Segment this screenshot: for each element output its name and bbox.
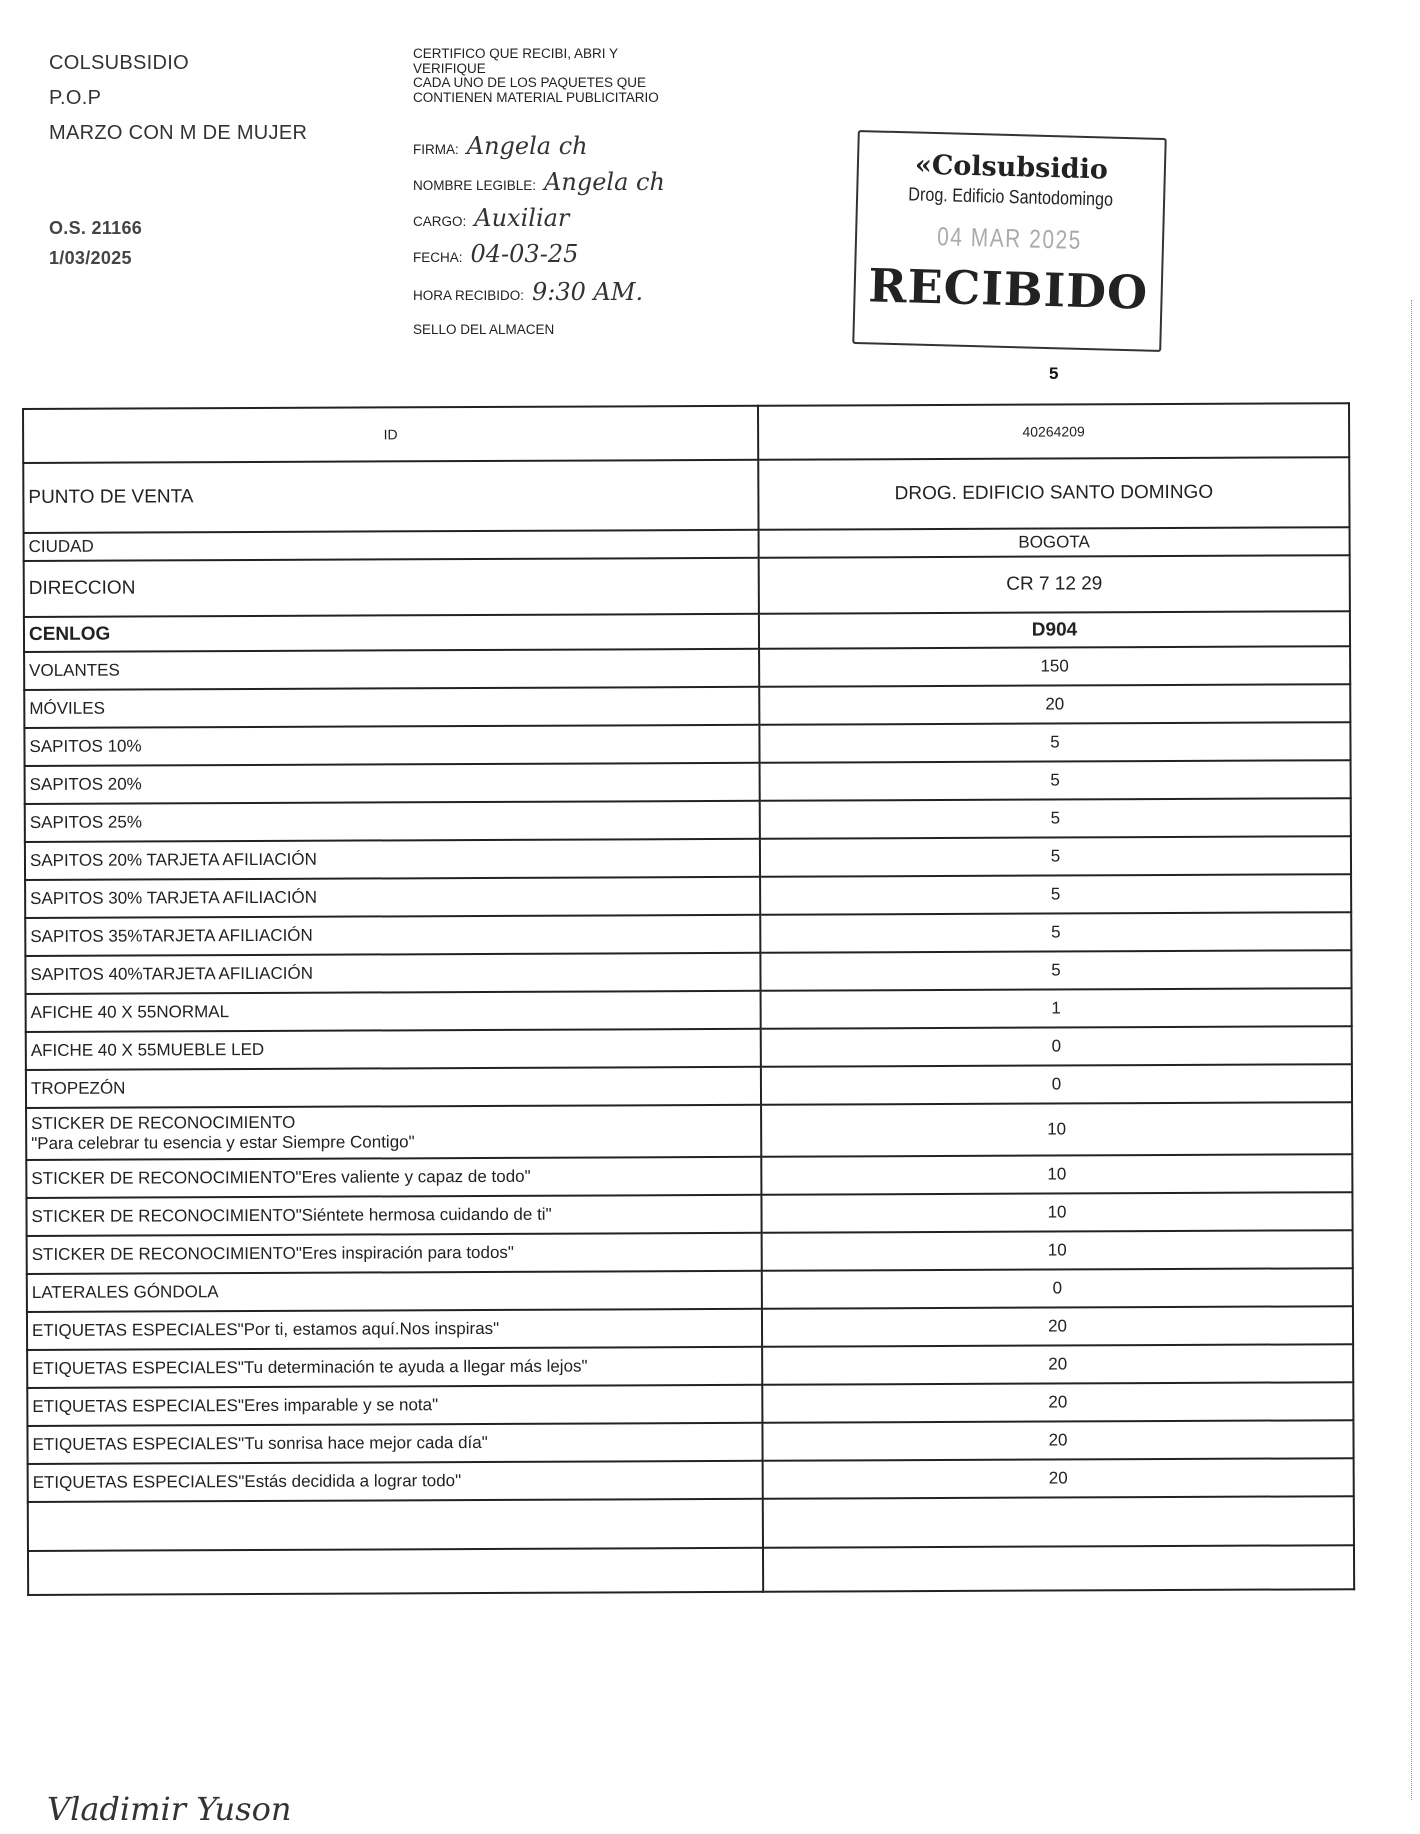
table-row	[24, 684, 1350, 728]
row-label: SAPITOS 35%TARJETA AFILIACIÓN	[30, 925, 313, 946]
cargo-label: CARGO:	[413, 214, 467, 229]
stamp-status: RECIBIDO	[867, 258, 1149, 320]
hora-field	[413, 278, 643, 306]
row-value: 20	[762, 1382, 1353, 1423]
hora-value: 9:30 AM.	[532, 278, 644, 306]
row-value: 20	[762, 1420, 1353, 1461]
campaign-name: MARZO CON M DE MUJER	[49, 122, 308, 144]
row-label-cell	[27, 1423, 762, 1464]
row-label: AFICHE 40 X 55MUEBLE LED	[30, 1039, 265, 1060]
row-value: DROG. EDIFICIO SANTO DOMINGO	[758, 457, 1349, 530]
firma-signature: Angela ch	[466, 132, 588, 160]
row-label: STICKER DE RECONOCIMIENTO	[31, 1112, 296, 1133]
fecha-value: 04-03-25	[470, 240, 579, 268]
row-value: CR 7 12 29	[759, 555, 1350, 614]
row-value: 0	[762, 1268, 1353, 1309]
table-row	[25, 950, 1351, 994]
row-value: 5	[760, 798, 1351, 839]
row-label-cell	[26, 1157, 761, 1198]
page-number: 5	[1049, 364, 1059, 383]
row-label-cell	[28, 1461, 763, 1502]
row-label-cell	[26, 1067, 761, 1108]
table-row	[26, 1102, 1352, 1160]
nombre-label: NOMBRE LEGIBLE:	[413, 178, 537, 193]
row-label-cell	[25, 763, 760, 804]
table-row	[24, 646, 1350, 690]
row-value: 1	[761, 988, 1352, 1029]
empty-cell	[28, 1548, 763, 1595]
row-label-cell	[25, 953, 760, 994]
empty-row	[28, 1545, 1354, 1595]
row-label-cell	[26, 1029, 761, 1070]
row-label: AFICHE 40 X 55NORMAL	[30, 1002, 230, 1022]
table-row	[27, 1382, 1353, 1426]
row-label-cell	[27, 1309, 762, 1350]
row-value: 0	[761, 1026, 1352, 1067]
row-label: ID	[383, 426, 398, 443]
table-row	[27, 1268, 1353, 1312]
document-type: P.O.P	[49, 87, 102, 109]
fecha-label: FECHA:	[413, 250, 463, 265]
stamp-location: Drog. Edificio Santodomingo	[908, 184, 1114, 211]
row-label: SAPITOS 10%	[29, 736, 142, 756]
row-value: 5	[760, 912, 1351, 953]
hora-label: HORA RECIBIDO:	[413, 288, 525, 303]
scan-edge	[1411, 300, 1414, 1800]
row-label-cell	[25, 839, 760, 880]
row-label-cell	[23, 406, 758, 463]
row-value: 5	[759, 722, 1350, 763]
row-label: STICKER DE RECONOCIMIENTO"Eres valiente y capaz de todo"	[31, 1166, 531, 1188]
row-value: D904	[759, 611, 1350, 649]
row-label-cell	[27, 1347, 762, 1388]
row-value: 5	[760, 836, 1351, 877]
row-value: 20	[759, 684, 1350, 725]
row-label: SAPITOS 25%	[29, 812, 142, 832]
firma-label: FIRMA:	[413, 142, 459, 157]
company-name: COLSUBSIDIO	[49, 52, 189, 74]
sello-label: SELLO DEL ALMACEN	[413, 322, 555, 337]
row-value: 20	[762, 1306, 1353, 1347]
row-label: ETIQUETAS ESPECIALES"Tu determinación te ayuda a llegar más lejos"	[32, 1356, 588, 1378]
empty-cell	[763, 1496, 1354, 1548]
row-value: 5	[760, 950, 1351, 991]
row-label: ETIQUETAS ESPECIALES"Tu sonrisa hace mejor cada día"	[32, 1432, 488, 1454]
row-value: 150	[759, 646, 1350, 687]
firma-field	[413, 132, 588, 160]
row-label-cell	[27, 1385, 762, 1426]
table-row	[27, 1344, 1353, 1388]
document-header	[49, 46, 307, 273]
table-row	[25, 798, 1351, 842]
row-label: DIRECCION	[28, 577, 136, 599]
cert-line: CADA UNO DE LOS PAQUETES QUE	[413, 75, 647, 90]
row-value: 10	[762, 1230, 1353, 1271]
table-row	[26, 1192, 1352, 1236]
table-row	[26, 1026, 1352, 1070]
table-row	[26, 1154, 1352, 1198]
row-label-cell	[25, 877, 760, 918]
cert-line: VERIFIQUE	[413, 60, 486, 76]
empty-cell	[763, 1545, 1354, 1592]
row-label-cell	[26, 1195, 761, 1236]
empty-cell	[28, 1499, 763, 1551]
table-row	[24, 611, 1350, 652]
table-row	[27, 1420, 1353, 1464]
row-label-cell	[24, 614, 759, 652]
row-label: STICKER DE RECONOCIMIENTO"Siéntete hermosa cuidando de ti"	[31, 1204, 552, 1226]
material-table	[22, 402, 1355, 1596]
row-label-cell	[24, 649, 759, 690]
empty-row	[28, 1496, 1354, 1551]
row-label-cell	[27, 1233, 762, 1274]
table-row	[25, 874, 1351, 918]
row-label: TROPEZÓN	[30, 1078, 126, 1098]
cargo-field	[413, 204, 569, 232]
row-label-cell	[24, 687, 759, 728]
row-label-quote: "Para celebrar tu esencia y estar Siempre Contigo"	[31, 1132, 415, 1153]
row-label-cell	[24, 558, 759, 617]
table-row	[24, 555, 1350, 617]
row-label: ETIQUETAS ESPECIALES"Eres imparable y se nota"	[32, 1395, 439, 1416]
stamp-date: 04 MAR 2025	[936, 221, 1083, 255]
table-row	[25, 836, 1351, 880]
table-row	[25, 760, 1351, 804]
table-row	[28, 1458, 1354, 1502]
row-label: VOLANTES	[29, 660, 120, 680]
row-label: SAPITOS 30% TARJETA AFILIACIÓN	[30, 887, 318, 908]
table-row	[26, 988, 1352, 1032]
row-label: LATERALES GÓNDOLA	[31, 1282, 219, 1302]
row-label: PUNTO DE VENTA	[28, 486, 194, 508]
row-value: 5	[760, 874, 1351, 915]
row-label-cell	[24, 725, 759, 766]
table-row	[24, 722, 1350, 766]
row-value: 10	[761, 1154, 1352, 1195]
cert-line: CONTIENEN MATERIAL PUBLICITARIO	[413, 89, 659, 105]
nombre-field	[413, 168, 665, 196]
row-value: 10	[761, 1102, 1352, 1157]
table-row	[23, 403, 1349, 463]
received-stamp	[852, 130, 1166, 352]
certification-text	[413, 47, 743, 105]
table-row	[26, 1064, 1352, 1108]
cert-line: CERTIFICO QUE RECIBI, ABRI Y	[413, 46, 619, 61]
row-label: STICKER DE RECONOCIMIENTO"Eres inspiración para todos"	[31, 1242, 514, 1264]
row-label: SAPITOS 20% TARJETA AFILIACIÓN	[29, 849, 317, 870]
row-label: SAPITOS 20%	[29, 774, 142, 794]
order-date: 1/03/2025	[49, 248, 132, 268]
row-label: CIUDAD	[28, 536, 94, 556]
row-label: MÓVILES	[29, 698, 105, 718]
row-value: BOGOTA	[759, 527, 1350, 558]
nombre-value: Angela ch	[544, 168, 665, 196]
table-row	[27, 1230, 1353, 1274]
handwritten-signature: Vladimir Yuson	[47, 1790, 292, 1828]
row-value: 5	[760, 760, 1351, 801]
stamp-brand: «Colsubsidio	[914, 149, 1109, 186]
cargo-value: Auxiliar	[474, 204, 570, 232]
row-label-cell	[26, 1105, 761, 1160]
row-label: CENLOG	[28, 623, 111, 645]
fecha-field	[413, 240, 578, 268]
row-label-cell	[25, 801, 760, 842]
row-label: ETIQUETAS ESPECIALES"Por ti, estamos aquí.Nos inspiras"	[31, 1318, 500, 1340]
row-label-cell	[26, 991, 761, 1032]
row-label-cell	[25, 915, 760, 956]
order-number: O.S. 21166	[49, 218, 143, 238]
row-value: 20	[762, 1344, 1353, 1385]
row-value: 10	[761, 1192, 1352, 1233]
row-label-cell	[27, 1271, 762, 1312]
row-value: 40264209	[758, 403, 1349, 460]
row-value: 20	[763, 1458, 1354, 1499]
table-row	[25, 912, 1351, 956]
row-label: ETIQUETAS ESPECIALES"Estás decidida a lograr todo"	[32, 1471, 462, 1492]
table-row	[27, 1306, 1353, 1350]
row-label: SAPITOS 40%TARJETA AFILIACIÓN	[30, 963, 313, 984]
row-label-cell	[24, 530, 759, 561]
table-row	[23, 457, 1349, 533]
row-label-cell	[23, 460, 758, 533]
row-value: 0	[761, 1064, 1352, 1105]
